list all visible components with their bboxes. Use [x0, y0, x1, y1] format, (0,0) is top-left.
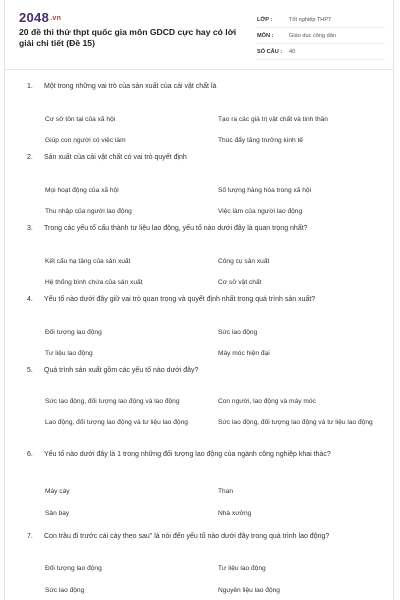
- answer-option[interactable]: Lao động, đối tượng lao động và tư liệu lao động: [45, 419, 188, 426]
- question-6: [27, 450, 377, 517]
- answer-option[interactable]: Số lượng hàng hóa trong xã hội: [218, 187, 312, 194]
- question-stem: [27, 450, 377, 459]
- answer-option[interactable]: Thúc đẩy tăng trưởng kinh tế: [218, 137, 303, 144]
- meta-value: Tốt nghiệp THPT: [289, 16, 332, 23]
- question-number: 3.: [27, 225, 33, 232]
- question-stem: [27, 153, 377, 162]
- document-page: [4, 0, 394, 600]
- question-7: [27, 532, 377, 594]
- question-4: [27, 295, 377, 357]
- meta-value: 40: [289, 48, 296, 55]
- document-header: [5, 0, 393, 70]
- answer-option[interactable]: Nhà xưởng: [218, 510, 252, 517]
- answer-option[interactable]: Mọi hoạt động của xã hội: [45, 187, 119, 194]
- question-text: Sản xuất của cải vật chất có vai trò quyết định: [44, 154, 187, 161]
- question-5: [27, 366, 377, 426]
- question-stem: [27, 82, 377, 91]
- site-logo[interactable]: 2048.vn: [19, 10, 62, 25]
- answer-option[interactable]: Nguyên liệu lao động: [218, 587, 280, 594]
- answer-option[interactable]: Sức lao động: [45, 587, 85, 594]
- question-text: Yếu tố nào dưới đây giữ vai trò quan trọng và quyết định nhất trong quá trình sản xuất?: [44, 296, 316, 303]
- answer-option[interactable]: Cơ sở vật chất: [218, 279, 262, 286]
- answer-option[interactable]: Giúp con người có việc làm: [45, 137, 126, 144]
- question-text: Quá trình sản xuất gồm các yếu tố nào dưới đây?: [44, 367, 199, 374]
- answer-option[interactable]: Tư liệu lao động: [45, 350, 93, 357]
- question-number: 7.: [27, 533, 33, 540]
- answer-option[interactable]: Cơ sở tồn tại của xã hội: [45, 116, 116, 123]
- answer-option[interactable]: Sức lao động, đối tượng lao động và tư liệu lao động: [218, 419, 373, 426]
- answer-option[interactable]: Sức lao động: [218, 329, 258, 336]
- question-text: Con trâu đi trước cái cày theo sau" là nói đến yếu tố nào dưới đây trong quá trình lao động?: [44, 533, 330, 540]
- question-number: 4.: [27, 296, 33, 303]
- answer-option[interactable]: Thu nhập của người lao động: [45, 208, 132, 215]
- answer-option[interactable]: Con người, lao động và máy móc: [218, 398, 316, 405]
- question-number: 2.: [27, 154, 33, 161]
- answer-option[interactable]: Hệ thống bình chứa của sản xuất: [45, 279, 143, 286]
- answer-option[interactable]: Việc làm của người lao động: [218, 208, 303, 215]
- question-stem: [27, 366, 377, 375]
- answer-option[interactable]: Công cụ sản xuất: [218, 258, 270, 265]
- question-stem: [27, 532, 377, 541]
- answer-option[interactable]: Kết cấu hạ tầng của sản xuất: [45, 258, 131, 265]
- question-text: Yếu tố nào dưới đây là 1 trong những đối tượng lao động của ngành công nghiệp khai thác?: [44, 451, 331, 458]
- question-stem: [27, 224, 377, 233]
- answer-option[interactable]: Than: [218, 488, 234, 495]
- meta-value: Giáo dục công dân: [289, 32, 336, 39]
- answer-option[interactable]: Đối tượng lao động: [45, 565, 102, 572]
- question-1: [27, 82, 377, 144]
- question-number: 6.: [27, 451, 33, 458]
- answer-option[interactable]: Tạo ra các giá trị vật chất và tinh thần: [218, 116, 328, 123]
- meta-label: LỚP :: [257, 16, 273, 23]
- question-number: 5.: [27, 367, 33, 374]
- question-number: 1.: [27, 83, 33, 90]
- answer-option[interactable]: Sức lao động, đối tượng lao động và lao động: [45, 398, 180, 405]
- meta-label: SỐ CÂU :: [257, 48, 283, 55]
- meta-row-subject: [257, 28, 385, 44]
- answer-option[interactable]: Tư liệu lao động: [218, 565, 266, 572]
- question-text: Một trong những vai trò của sản xuất của cải vật chất là: [44, 83, 217, 90]
- meta-row-count: [257, 44, 385, 60]
- question-3: [27, 224, 377, 286]
- meta-row-class: [257, 12, 385, 28]
- question-text: Trong các yếu tố cấu thành tư liệu lao động, yếu tố nào dưới đây là quan trọng nhất?: [44, 225, 308, 232]
- question-stem: [27, 295, 377, 304]
- question-2: [27, 153, 377, 215]
- answer-option[interactable]: Máy móc hiện đại: [218, 350, 270, 357]
- meta-label: MÔN :: [257, 32, 274, 39]
- document-meta: [257, 12, 385, 60]
- answer-option[interactable]: Máy cày: [45, 488, 70, 495]
- answer-option[interactable]: Sân bay: [45, 510, 70, 517]
- answer-option[interactable]: Đối tượng lao động: [45, 329, 102, 336]
- document-title: 20 đề thi thử thpt quốc gia môn GDCD cực hay có lời giải chi tiết (Đề 15): [19, 27, 237, 48]
